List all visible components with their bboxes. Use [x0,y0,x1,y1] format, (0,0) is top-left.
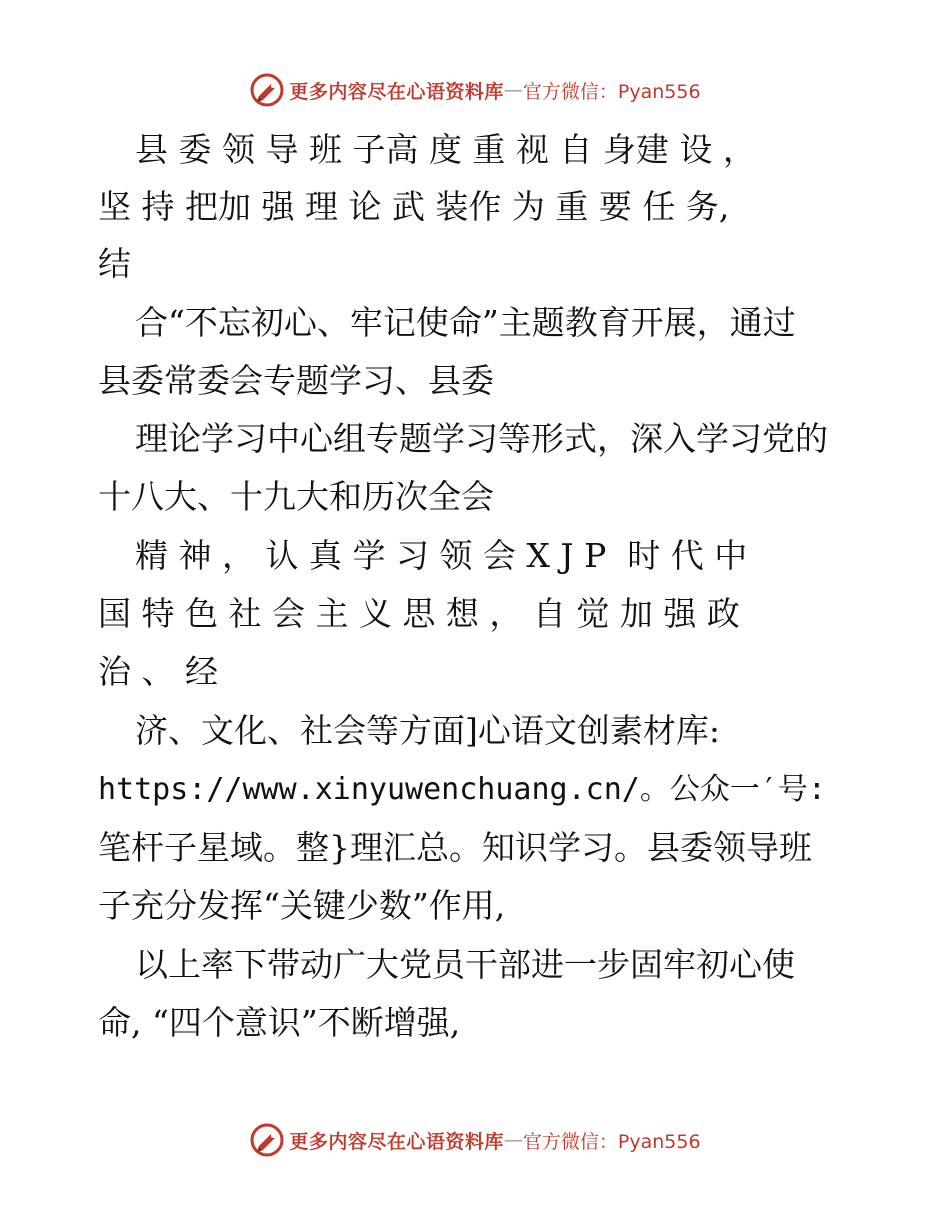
text-line: 笔杆子星域。整}理汇总。知识学习。县委领导班 [98,828,812,867]
text-line: 结 [98,244,131,283]
banner-separator: — [503,1129,523,1151]
text-line: 命, “四个意识”不断增强, [98,1003,461,1042]
header-banner [0,70,950,110]
text-line: 济、文化、社会等方面]心语文创素材库: [135,711,720,750]
banner-wechat: 官方微信：Pyan556 [522,80,701,103]
pen-logo-icon [249,72,285,108]
banner-separator: — [503,79,523,101]
text-line: 治 、 经 [98,652,218,691]
text-line: 坚 持 把加 强 理 论 武 装作 为 重 要 任 务, [98,187,730,226]
text-line-url: https://www.xinyuwenchuang.cn/。公众一′号: [98,772,826,807]
text-line: 子充分发挥“关键少数”作用, [98,886,506,925]
text-line: 县 委 领 导 班 子高 度 重 视 自 身建 设 ， [135,130,756,169]
text-line: 理论学习中心组专题学习等形式，深入学习党的 [135,419,828,458]
pen-logo-icon [249,1122,285,1158]
text-line: 国 特 色 社 会 主 义 思 想 ， 自 觉 加 强 政 [98,594,740,633]
text-line: 精 神 ， 认 真 学 习 领 会 X J P 时 代 中 [135,536,748,575]
text-line: 合“不忘初心、牢记使命”主题教育开展，通过 [135,303,796,342]
text-line: 十八大、十九大和历次全会 [98,477,494,516]
text-line: 县委常委会专题学习、县委 [98,361,494,400]
footer-banner [0,1120,950,1160]
text-line: 以上率下带动广大党员干部进一步固牢初心使 [135,945,795,984]
banner-wechat: 官方微信：Pyan556 [522,1130,701,1153]
banner-title: 更多内容尽在心语资料库 [289,80,504,103]
banner-title: 更多内容尽在心语资料库 [289,1130,504,1153]
